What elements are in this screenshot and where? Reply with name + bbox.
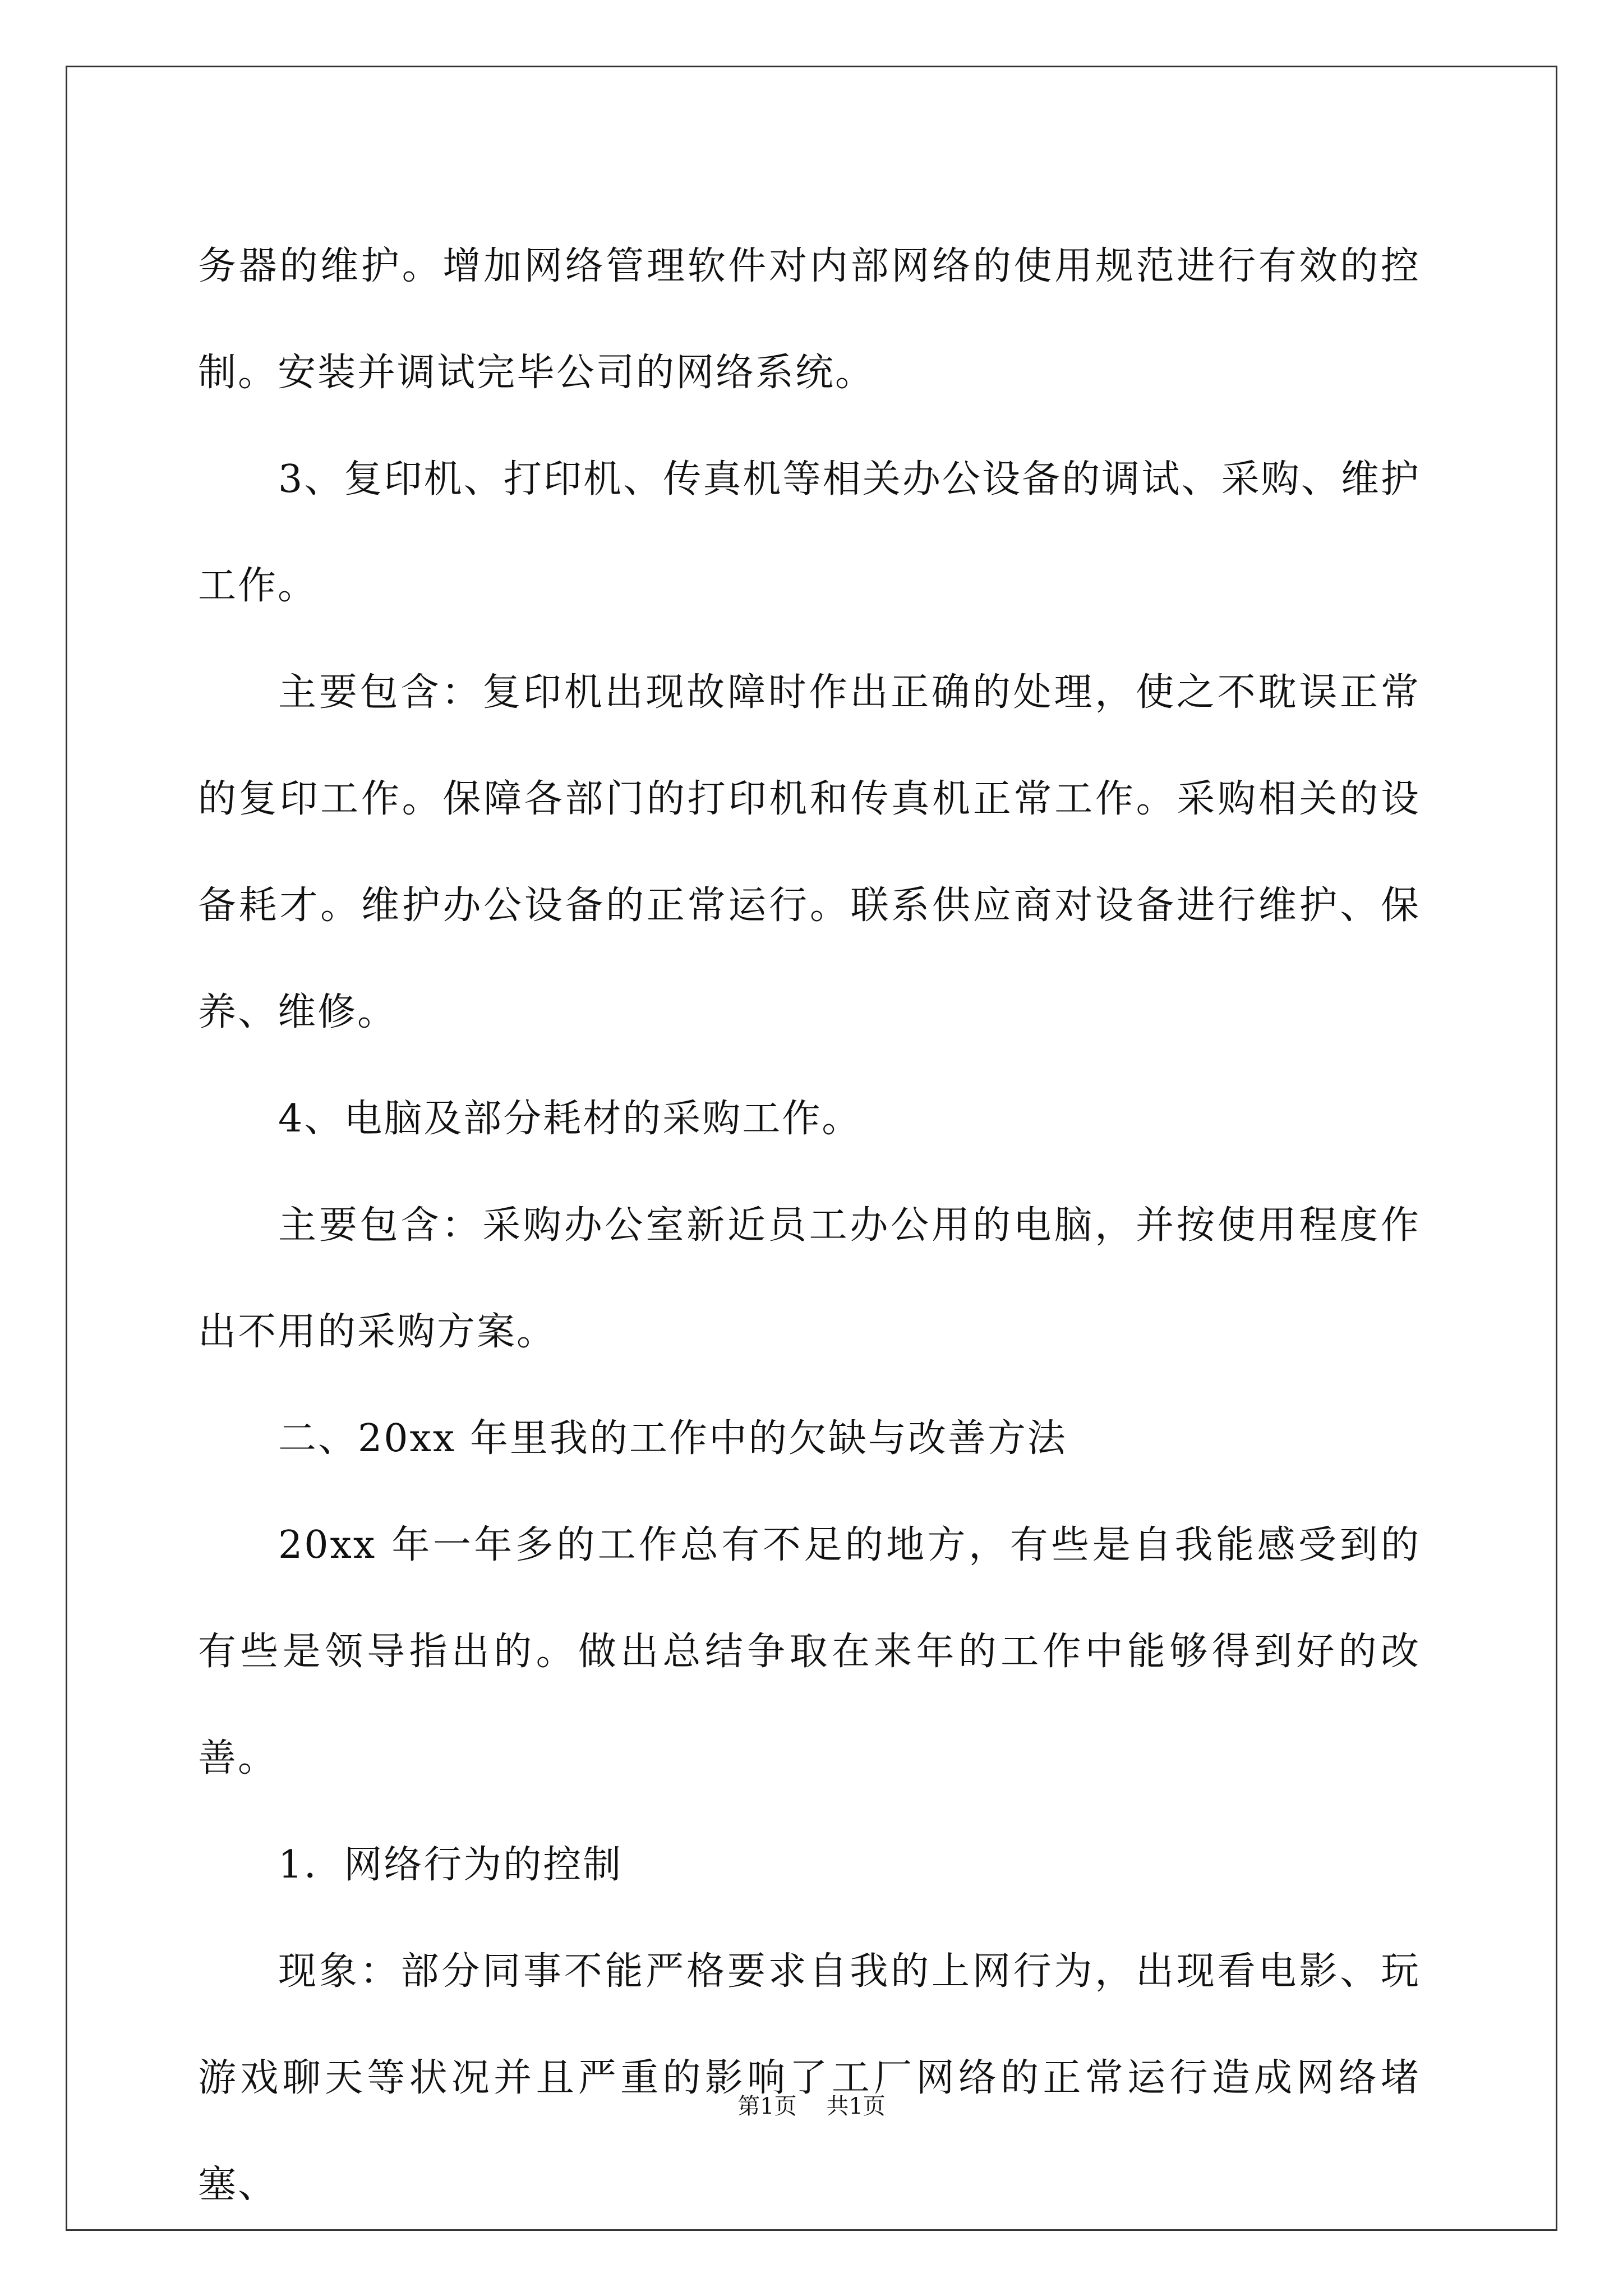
paragraph-2: 3、复印机、打印机、传真机等相关办公设备的调试、采购、维护工作。 bbox=[198, 457, 1421, 608]
paragraph-9: 现象：部分同事不能严格要求自我的上网行为，出现看电影、玩游戏聊天等状况并且严重的影响了工厂网络的正常运行造成网络堵塞、 bbox=[198, 1949, 1421, 2207]
page-footer bbox=[0, 2090, 1623, 2123]
paragraph-1: 务器的维护。增加网络管理软件对内部网络的使用规范进行有效的控制。安装并调试完毕公司的网络系统。 bbox=[198, 244, 1421, 395]
document-body bbox=[198, 213, 1421, 2238]
page-total: 共1页 bbox=[826, 2093, 886, 2119]
paragraph-7: 20xx 年一年多的工作总有不足的地方，有些是自我能感受到的有些是领导指出的。做出总结争取在来年的工作中能够得到好的改善。 bbox=[198, 1523, 1421, 1780]
page-number: 第1页 bbox=[737, 2093, 797, 2119]
subsection-heading: 1．网络行为的控制 bbox=[278, 1843, 623, 1887]
paragraph-5: 主要包含：采购办公室新近员工办公用的电脑，并按使用程度作出不用的采购方案。 bbox=[198, 1203, 1421, 1354]
paragraph-3: 主要包含：复印机出现故障时作出正确的处理，使之不耽误正常的复印工作。保障各部门的打印机和传真机正常工作。采购相关的设备耗才。维护办公设备的正常运行。联系供应商对设备进行维护、保养、维修。 bbox=[198, 670, 1421, 1034]
paragraph-4: 4、电脑及部分耗材的采购工作。 bbox=[278, 1097, 862, 1141]
section-heading: 二、20xx 年里我的工作中的欠缺与改善方法 bbox=[278, 1416, 1067, 1461]
